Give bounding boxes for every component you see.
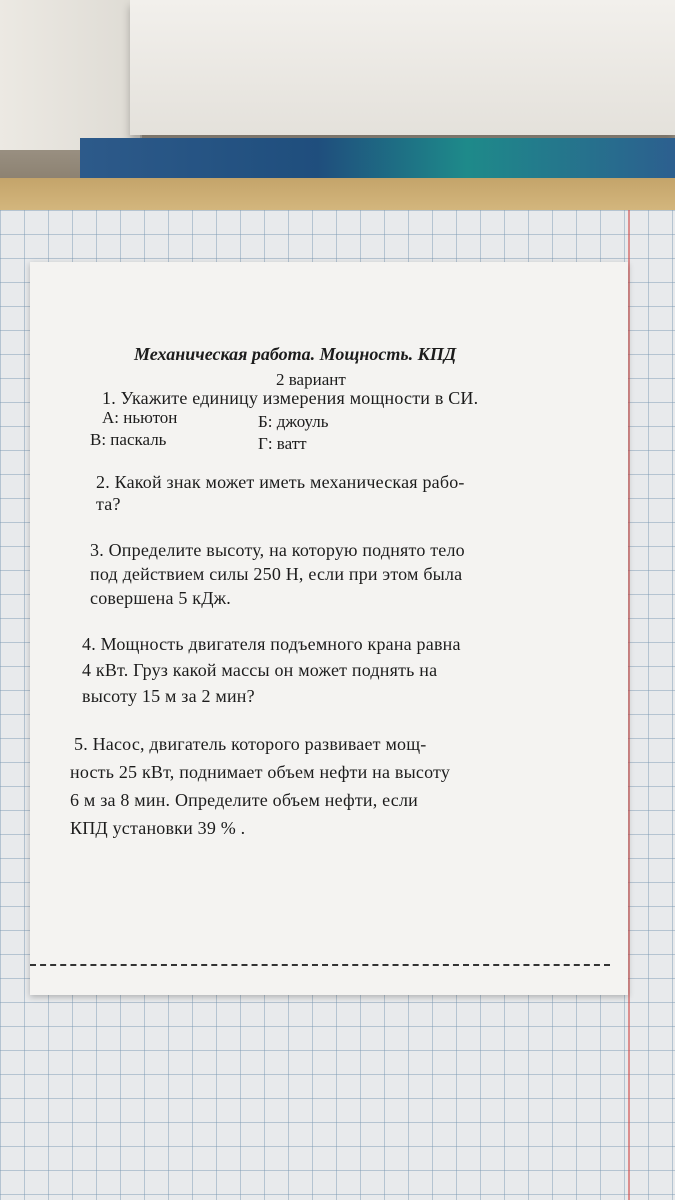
question-4-line-3: высоту 15 м за 2 мин? <box>82 686 255 706</box>
book-cover-edge <box>80 138 675 178</box>
test-sheet <box>30 262 628 995</box>
question-3-line-2: под действием силы 250 Н, если при этом была <box>90 564 463 584</box>
question-5-line-2: ность 25 кВт, поднимает объем нефти на высоту <box>70 762 451 782</box>
question-1-line-1: 1. Укажите единицу измерения мощности в СИ. <box>102 388 479 408</box>
variant-label: 2 вариант <box>276 370 346 389</box>
sheet-title: Механическая работа. Мощность. КПД <box>134 344 457 364</box>
question-4-line-2: 4 кВт. Груз какой массы он может поднять на <box>82 660 438 680</box>
question-2-line-2: та? <box>96 494 121 514</box>
notebook-margin-line <box>628 210 630 1200</box>
book-right-page <box>130 0 675 135</box>
question-3-line-3: совершена 5 кДж. <box>90 588 232 608</box>
wooden-desk <box>0 178 675 212</box>
question-3-line-1: 3. Определите высоту, на которую поднято тело <box>90 540 465 560</box>
question-2-line-1: 2. Какой знак может иметь механическая рабо- <box>96 472 465 492</box>
question-1-option-c: В: паскаль <box>90 430 167 449</box>
cut-line <box>30 964 610 968</box>
background-book <box>0 0 675 185</box>
question-5-line-3: 6 м за 8 мин. Определите объем нефти, если <box>70 790 418 810</box>
question-5-line-1: 5. Насос, двигатель которого развивает мощ- <box>74 734 427 754</box>
book-left-page <box>0 0 142 150</box>
question-1-option-d: Г: ватт <box>258 434 307 453</box>
question-1-option-b: Б: джоуль <box>258 412 329 431</box>
question-4-line-1: 4. Мощность двигателя подъемного крана равна <box>82 634 461 654</box>
question-1-option-a: А: ньютон <box>102 408 178 427</box>
question-5-line-4: КПД установки 39 % . <box>70 818 246 838</box>
